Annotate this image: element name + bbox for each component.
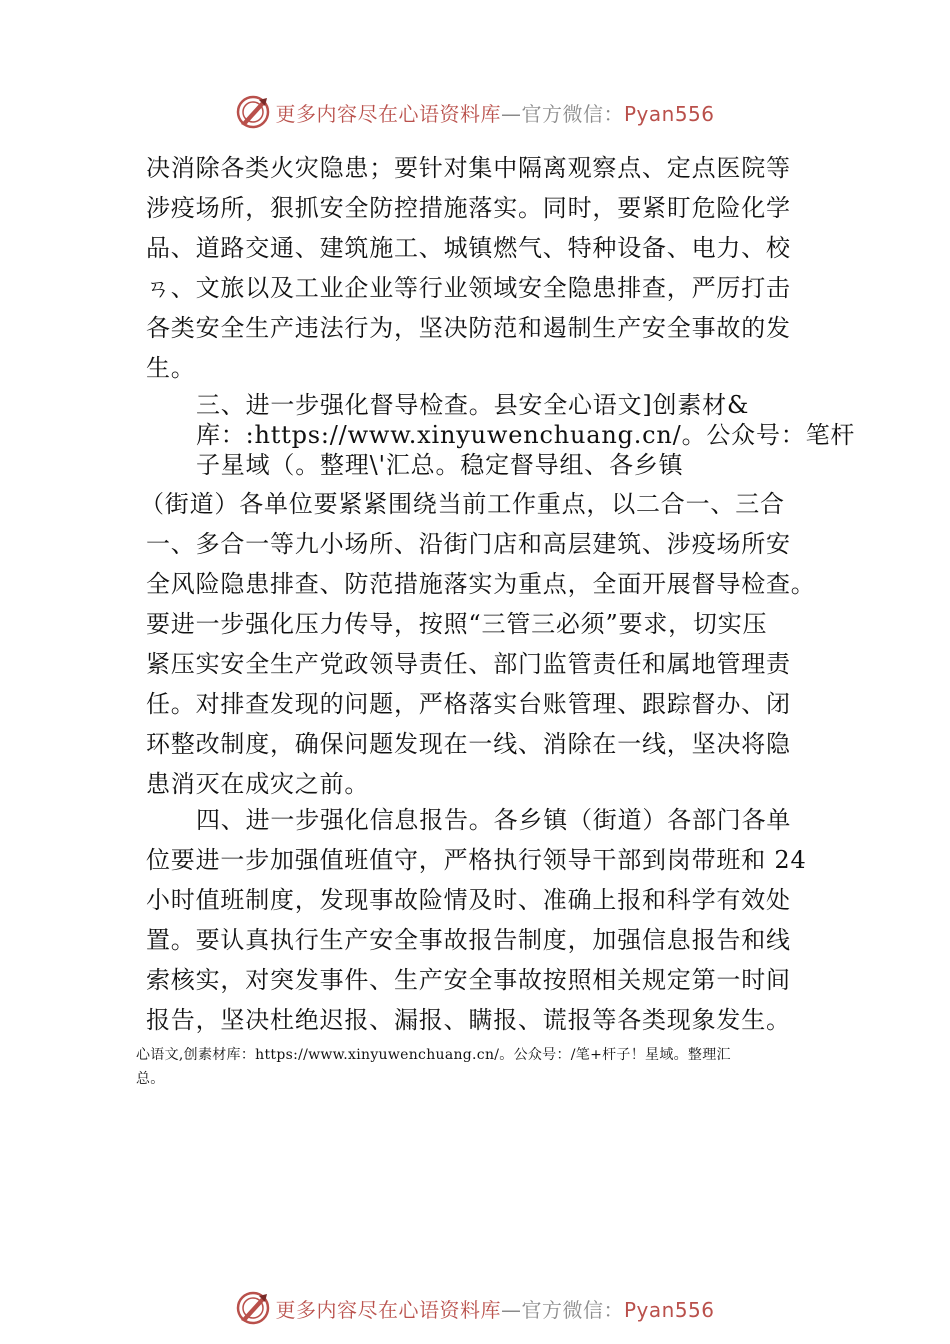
- brand-logo-icon: [235, 1290, 271, 1326]
- banner-text: [275, 98, 714, 127]
- text-line: 报告，坚决杜绝迟报、漏报、瞒报、谎报等各类现象发生。: [146, 1006, 791, 1034]
- text-line: 品、道路交通、建筑施工、城镇燃气、特种设备、电力、校: [146, 234, 791, 262]
- text-line: 三、进一步强化督导检查。县安全心语文]创素材&: [196, 391, 750, 419]
- banner-wechat-label: 官方微信：: [521, 1297, 624, 1322]
- text-line: （街道）各单位要紧紧围绕当前工作重点，以二合一、三合: [140, 490, 785, 518]
- text-line: 涉疫场所，狠抓安全防控措施落实。同时，要紧盯危险化学: [146, 194, 791, 222]
- text-line: 紧压实安全生产党政领导责任、部门监管责任和属地管理责: [146, 650, 791, 678]
- footnote-line: 心语文,创素材库：https://www.xinyuwenchuang.cn/。公众号：/笔+杆子！星域。整理汇: [136, 1047, 731, 1063]
- text-line: 子星域（。整理\'汇总。稳定督导组、各乡镇: [196, 451, 684, 479]
- banner-main-text: 更多内容尽在心语资料库: [275, 1297, 501, 1322]
- text-line: 位要进一步加强值班值守，严格执行领导干部到岗带班和 24: [146, 846, 807, 874]
- banner-wechat-label: 官方微信：: [521, 101, 624, 126]
- paragraph-info-reporting: [146, 800, 826, 1040]
- text-line: 任。对排查发现的问题，严格落实台账管理、跟踪督办、闭: [146, 690, 791, 718]
- text-line: 要进一步强化压力传导，按照“三管三必须”要求，切实压: [146, 610, 768, 638]
- text-line: 索核实，对突发事件、生产安全事故按照相关规定第一时间: [146, 966, 791, 994]
- text-line: 环整改制度，确保问题发现在一线、消除在一线，坚决将隐: [146, 730, 791, 758]
- text-line: 库：:https://www.xinyuwenchuang.cn/。公众号：笔杆: [196, 421, 856, 449]
- banner-wechat-id: Pyan556: [623, 101, 715, 126]
- paragraph-inspection-heading: [196, 390, 876, 480]
- text-line: ㄢ、文旅以及工业企业等行业领域安全隐患排查，严厉打击: [146, 274, 791, 302]
- text-line: 决消除各类火灾隐患；要针对集中隔离观察点、定点医院等: [146, 154, 791, 182]
- text-line: 各类安全生产违法行为，坚决防范和遏制生产安全事故的发: [146, 314, 791, 342]
- paragraph-inspection-body: [140, 484, 820, 804]
- source-footnote: [136, 1043, 836, 1091]
- text-line: 四、进一步强化信息报告。各乡镇（街道）各部门各单: [196, 806, 792, 834]
- banner-dash: —: [500, 101, 522, 126]
- header-watermark-banner: [0, 92, 950, 132]
- text-line: 患消灭在成灾之前。: [146, 770, 370, 798]
- paragraph-fire-hazards: [146, 148, 826, 388]
- footer-watermark-banner: [0, 1288, 950, 1328]
- banner-main-text: 更多内容尽在心语资料库: [275, 101, 501, 126]
- text-line: 一、多合一等九小场所、沿街门店和高层建筑、涉疫场所安: [146, 530, 791, 558]
- brand-logo-icon: [235, 94, 271, 130]
- text-line: 生。: [146, 354, 196, 382]
- text-line: 小时值班制度，发现事故险情及时、准确上报和科学有效处: [146, 886, 791, 914]
- text-line: 置。要认真执行生产安全事故报告制度，加强信息报告和线: [146, 926, 791, 954]
- footnote-line: 总。: [136, 1071, 165, 1087]
- banner-wechat-id: Pyan556: [623, 1297, 715, 1322]
- banner-text: [275, 1294, 714, 1323]
- banner-dash: —: [500, 1297, 522, 1322]
- text-line: 全风险隐患排查、防范措施落实为重点，全面开展督导检查。: [146, 570, 816, 598]
